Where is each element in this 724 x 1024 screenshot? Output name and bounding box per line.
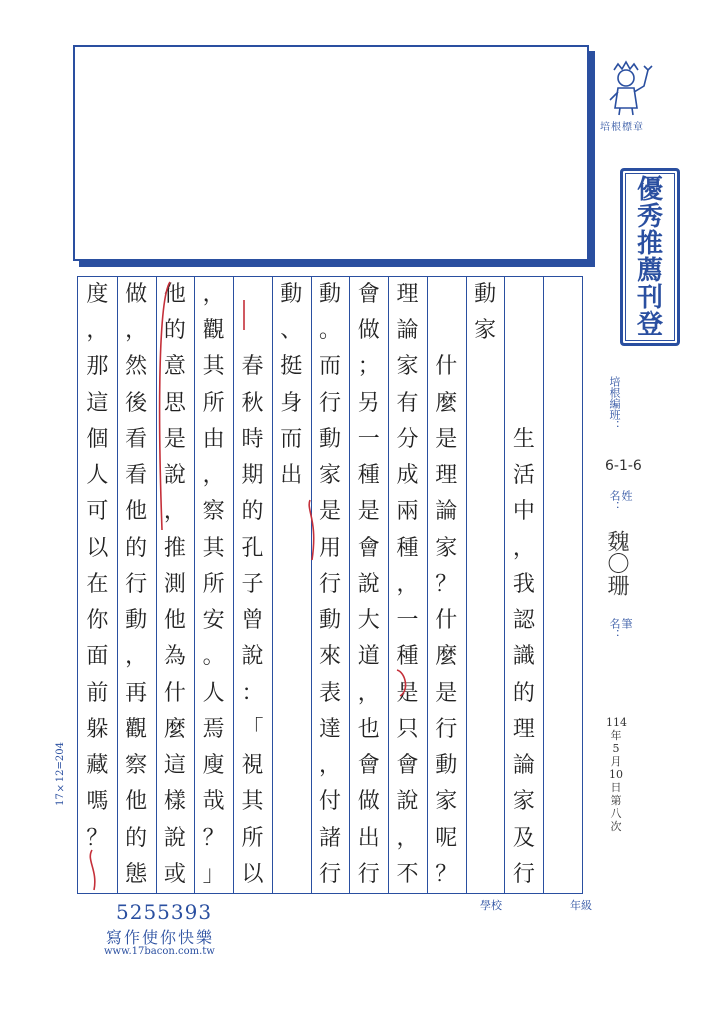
- grid-cell: ，: [125, 318, 148, 344]
- grid-cell: 廋: [202, 753, 225, 779]
- grid-cell: ，: [202, 463, 225, 489]
- grid-cell: 兩: [396, 499, 419, 525]
- grid-cell: 論: [435, 499, 458, 525]
- grid-cell: ，: [202, 282, 225, 307]
- grid-cell: 藏: [86, 753, 109, 779]
- grid-cell: [78, 857, 117, 893]
- grid-cell: ：: [241, 680, 264, 706]
- grid-cell: 春: [241, 354, 264, 380]
- grid-cell: 的: [125, 535, 148, 561]
- pen-name-label: 筆名：: [608, 618, 633, 640]
- grid-cell: ？: [435, 861, 458, 887]
- grid-cell: 行: [318, 861, 341, 887]
- logo-url: www.17bacon.com.tw: [104, 946, 215, 957]
- grid-cell: 達: [318, 716, 341, 742]
- grid-cell: 是: [357, 499, 380, 525]
- grid-cell: 會: [357, 535, 380, 561]
- grid-cell: 而: [280, 426, 303, 452]
- grid-cell: [466, 494, 505, 530]
- grid-cell: 在: [86, 571, 109, 597]
- grid-cell: 做: [357, 789, 380, 815]
- grid-cell: ？: [435, 571, 458, 597]
- grid-cell: [272, 857, 311, 893]
- grid-cell: 哉: [202, 789, 225, 815]
- grid-cell: [543, 277, 582, 313]
- date-token: 114: [606, 716, 627, 729]
- grid-cell: 種: [357, 463, 380, 489]
- grid-cell: [543, 748, 582, 784]
- grid-cell: 理: [435, 463, 458, 489]
- grid-cell: 動: [318, 282, 341, 307]
- recommend-char: 推: [636, 229, 663, 259]
- grid-cell: 面: [86, 644, 109, 670]
- grid-cell: [272, 494, 311, 530]
- grid-cell: 行: [318, 571, 341, 597]
- grid-cell: ，: [512, 535, 535, 561]
- grid-cell: [272, 567, 311, 603]
- grid-cell: 做: [125, 282, 148, 307]
- grid-cell: [272, 531, 311, 567]
- grid-cell: [466, 857, 505, 893]
- grid-cell: 推: [163, 535, 186, 561]
- grid-cell: 視: [241, 753, 264, 779]
- grid-cell: 動: [125, 608, 148, 634]
- grid-cell: 的: [163, 318, 186, 344]
- grid-cell: 行: [357, 861, 380, 887]
- grid-cell: 是: [163, 426, 186, 452]
- grid-cell: 秋: [241, 390, 264, 416]
- grid-cell: 家: [512, 789, 535, 815]
- recommend-char: 刊: [636, 283, 663, 313]
- class-value: 6-1-6: [605, 458, 642, 474]
- grid-cell: 什: [435, 608, 458, 634]
- grid-cell: ，: [163, 499, 186, 525]
- grid-cell: 。: [318, 318, 341, 344]
- grid-cell: 家: [474, 318, 497, 344]
- recommend-char: 秀: [636, 202, 663, 232]
- grid-cell: 分: [396, 426, 419, 452]
- grid-cell: 理: [396, 282, 419, 307]
- grid-cell: 來: [318, 644, 341, 670]
- grid-cell: 呢: [435, 825, 458, 851]
- grid-cell: [543, 857, 582, 893]
- grid-cell: 說: [357, 571, 380, 597]
- grid-cell: ，: [396, 571, 419, 597]
- grid-cell: 會: [357, 282, 380, 307]
- grid-cell: 這: [163, 753, 186, 779]
- grid-cell: 他: [163, 282, 186, 307]
- date-token: 年: [610, 729, 622, 742]
- grid-cell: 我: [512, 571, 535, 597]
- grid-cell: 說: [241, 644, 264, 670]
- date-token: 月: [610, 755, 622, 768]
- grid-cell: 理: [512, 716, 535, 742]
- grid-cell: [543, 603, 582, 639]
- grid-cell: 道: [357, 644, 380, 670]
- grid-cell: 家: [396, 354, 419, 380]
- grid-cell: ，: [125, 644, 148, 670]
- grid-cell: ，: [396, 825, 419, 851]
- grid-cell: 行: [318, 390, 341, 416]
- grid-cell: 一: [396, 608, 419, 634]
- grid-cell: [543, 458, 582, 494]
- grid-cell: 出: [280, 463, 303, 489]
- grid-cell: 以: [241, 861, 264, 887]
- grid-cell: [543, 422, 582, 458]
- grid-cell: 諸: [318, 825, 341, 851]
- grid-cell: ？: [86, 825, 109, 851]
- grid-cell: 可: [86, 499, 109, 525]
- grid-cell: [543, 313, 582, 349]
- grid-cell: 活: [512, 463, 535, 489]
- grid-cell: 其: [202, 354, 225, 380]
- grid-cell: 種: [396, 535, 419, 561]
- logo-number: 5255393: [116, 900, 213, 924]
- grid-cell: 看: [125, 463, 148, 489]
- grid-cell: 也: [357, 716, 380, 742]
- grid-cell: 測: [163, 571, 186, 597]
- grid-cell: 。: [202, 644, 225, 670]
- grid-cell: 生: [512, 426, 535, 452]
- grid-cell: [233, 313, 272, 349]
- grid-cell: 「: [241, 716, 264, 742]
- grid-cell: [466, 458, 505, 494]
- date-lines: [606, 716, 626, 833]
- grid-cell: 期: [241, 463, 264, 489]
- grid-cell: [272, 639, 311, 675]
- grid-cell: 做: [357, 318, 380, 344]
- grid-cell: [543, 386, 582, 422]
- grid-cell: [272, 821, 311, 857]
- grid-cell: 說: [163, 825, 186, 851]
- grid-cell: 這: [86, 390, 109, 416]
- grid-cell: [272, 748, 311, 784]
- grid-cell: [427, 313, 466, 349]
- grid-cell: [466, 567, 505, 603]
- grid-cell: 動: [435, 753, 458, 779]
- writing-grid: [77, 276, 583, 894]
- grid-cell: 他: [125, 499, 148, 525]
- grid-cell: 躲: [86, 716, 109, 742]
- date-token: 八: [610, 807, 622, 820]
- grid-cell: 思: [163, 390, 186, 416]
- grid-cell: 成: [396, 463, 419, 489]
- date-token: 日: [610, 781, 622, 794]
- grid-cell: 再: [125, 680, 148, 706]
- recommend-stamp: [620, 168, 680, 346]
- grid-cell: 觀: [202, 318, 225, 344]
- illustration-box: [73, 45, 589, 261]
- grid-cell: 一: [357, 426, 380, 452]
- grade-label: 年級: [570, 899, 592, 912]
- grid-cell: 家: [435, 789, 458, 815]
- recommend-char: 優: [636, 175, 663, 205]
- grid-cell: 表: [318, 680, 341, 706]
- class-label: 培根編班：: [608, 376, 621, 431]
- grid-cell: 為: [163, 644, 186, 670]
- grid-cell: 意: [163, 354, 186, 380]
- grid-cell: [543, 349, 582, 385]
- grid-cell: [466, 712, 505, 748]
- grid-cell: 動: [318, 426, 341, 452]
- grid-cell: 麼: [163, 716, 186, 742]
- grid-cell: 動: [474, 282, 497, 307]
- grid-cell: [466, 639, 505, 675]
- grid-cell: 由: [202, 426, 225, 452]
- grid-cell: 那: [86, 354, 109, 380]
- grid-cell: 然: [125, 354, 148, 380]
- grid-cell: 看: [125, 426, 148, 452]
- grid-cell: 人: [86, 463, 109, 489]
- logo-slogan: 寫作使你快樂: [106, 928, 215, 947]
- grid-cell: 樣: [163, 789, 186, 815]
- grid-cell: 嗎: [86, 789, 109, 815]
- recommend-char: 薦: [636, 256, 663, 286]
- mascot-stamp-icon: [604, 60, 654, 116]
- grid-cell: 用: [318, 535, 341, 561]
- grid-cell: 你: [86, 608, 109, 634]
- grid-cell: 只: [396, 716, 419, 742]
- grid-cell: 曾: [241, 608, 264, 634]
- grid-cell: 說: [396, 789, 419, 815]
- grid-cell: [543, 567, 582, 603]
- grid-cell: [543, 784, 582, 820]
- grid-cell: 中: [512, 499, 535, 525]
- grid-cell: 察: [125, 753, 148, 779]
- grid-cell: [543, 712, 582, 748]
- grid-cell: 而: [318, 354, 341, 380]
- grid-cell: [543, 821, 582, 857]
- grid-cell: 種: [396, 644, 419, 670]
- grid-cell: [466, 676, 505, 712]
- grid-cell: ，: [318, 753, 341, 779]
- grid-cell: 的: [125, 825, 148, 851]
- grid-cell: 行: [512, 861, 535, 887]
- grid-cell: 是: [396, 680, 419, 706]
- grid-cell: 前: [86, 680, 109, 706]
- grid-cell: 有: [396, 390, 419, 416]
- grid-cell: ，: [86, 318, 109, 344]
- grid-cell: [466, 386, 505, 422]
- grid-cell: 的: [512, 680, 535, 706]
- grid-cell: 麼: [435, 644, 458, 670]
- grid-cell: 」: [202, 861, 225, 887]
- grid-cell: [466, 603, 505, 639]
- grid-cell: 什: [435, 354, 458, 380]
- grid-cell: [504, 386, 543, 422]
- grid-cell: ；: [357, 354, 380, 380]
- grid-cell: 他: [163, 608, 186, 634]
- name-label: 姓名：: [608, 490, 633, 512]
- grid-cell: [504, 313, 543, 349]
- grid-cell: 個: [86, 426, 109, 452]
- grid-cell: 身: [280, 390, 303, 416]
- grid-cell: 家: [318, 463, 341, 489]
- grid-cell: 家: [435, 535, 458, 561]
- grid-cell: 行: [435, 716, 458, 742]
- grid-cell: 麼: [435, 390, 458, 416]
- stamp-label: 培根標章: [600, 122, 644, 133]
- grid-cell: ？: [202, 825, 225, 851]
- grid-cell: 子: [241, 571, 264, 597]
- grid-cell: 會: [357, 753, 380, 779]
- grid-cell: [272, 712, 311, 748]
- grid-cell: [504, 349, 543, 385]
- grid-cell: [466, 422, 505, 458]
- grid-cell: 察: [202, 499, 225, 525]
- grid-cell: 挺: [280, 354, 303, 380]
- grid-cell: 所: [202, 390, 225, 416]
- grid-cell: ，: [357, 680, 380, 706]
- grid-cell: [466, 748, 505, 784]
- school-label: 學校: [480, 899, 502, 912]
- grid-cell: 的: [241, 499, 264, 525]
- grid-cell: [504, 277, 543, 313]
- grid-cell: 付: [318, 789, 341, 815]
- grid-cell: 是: [435, 680, 458, 706]
- grid-cell: [272, 784, 311, 820]
- grid-cell: [543, 676, 582, 712]
- grid-cell: [466, 349, 505, 385]
- grid-cell: [272, 676, 311, 712]
- grid-cell: 或: [163, 861, 186, 887]
- grid-cell: 其: [202, 535, 225, 561]
- date-token: 5: [612, 742, 620, 755]
- grid-cell: [233, 277, 272, 313]
- grid-cell: [466, 531, 505, 567]
- grid-cell: 安: [202, 608, 225, 634]
- grid-cell: [543, 494, 582, 530]
- grid-cell: 動: [318, 608, 341, 634]
- grid-cell: [466, 821, 505, 857]
- grid-cell: [427, 277, 466, 313]
- grid-cell: 是: [318, 499, 341, 525]
- grid-cell: 時: [241, 426, 264, 452]
- grid-cell: 他: [125, 789, 148, 815]
- grid-cell: 論: [512, 753, 535, 779]
- grid-cell: [543, 639, 582, 675]
- grid-cell: 態: [125, 861, 148, 887]
- grid-cell: 識: [512, 644, 535, 670]
- grid-cell: 是: [435, 426, 458, 452]
- grid-cell: [466, 784, 505, 820]
- grid-cell: [272, 603, 311, 639]
- grid-cell: 所: [241, 825, 264, 851]
- grid-cell: 焉: [202, 716, 225, 742]
- name-value: 魏〇珊: [604, 530, 629, 596]
- date-token: 第: [610, 794, 622, 807]
- grid-cell: 後: [125, 390, 148, 416]
- grid-cell: 度: [86, 282, 109, 307]
- recommend-char: 登: [636, 310, 663, 340]
- grid-cell: 動: [280, 282, 303, 307]
- grid-cell: 人: [202, 680, 225, 706]
- grid-cell: 孔: [241, 535, 264, 561]
- grid-cell: 出: [357, 825, 380, 851]
- grid-cell: 行: [125, 571, 148, 597]
- grid-cell: 大: [357, 608, 380, 634]
- date-token: 10: [609, 768, 623, 781]
- recommend-stamp-text: [623, 177, 677, 339]
- grid-cell: 另: [357, 390, 380, 416]
- grid-cell: 說: [163, 463, 186, 489]
- grid-cell: 所: [202, 571, 225, 597]
- grid-cell: 什: [163, 680, 186, 706]
- grid-cell: 觀: [125, 716, 148, 742]
- grid-cell: [543, 531, 582, 567]
- grid-cell: 及: [512, 825, 535, 851]
- grid-cell: 會: [396, 753, 419, 779]
- grid-cell: 其: [241, 789, 264, 815]
- date-token: 次: [610, 820, 622, 833]
- grid-cell: 以: [86, 535, 109, 561]
- grid-cell: 認: [512, 608, 535, 634]
- grid-cell: 論: [396, 318, 419, 344]
- grid-cell: 不: [396, 861, 419, 887]
- grid-size-label: 17×12=204: [55, 742, 66, 806]
- grid-cell: 、: [280, 318, 303, 344]
